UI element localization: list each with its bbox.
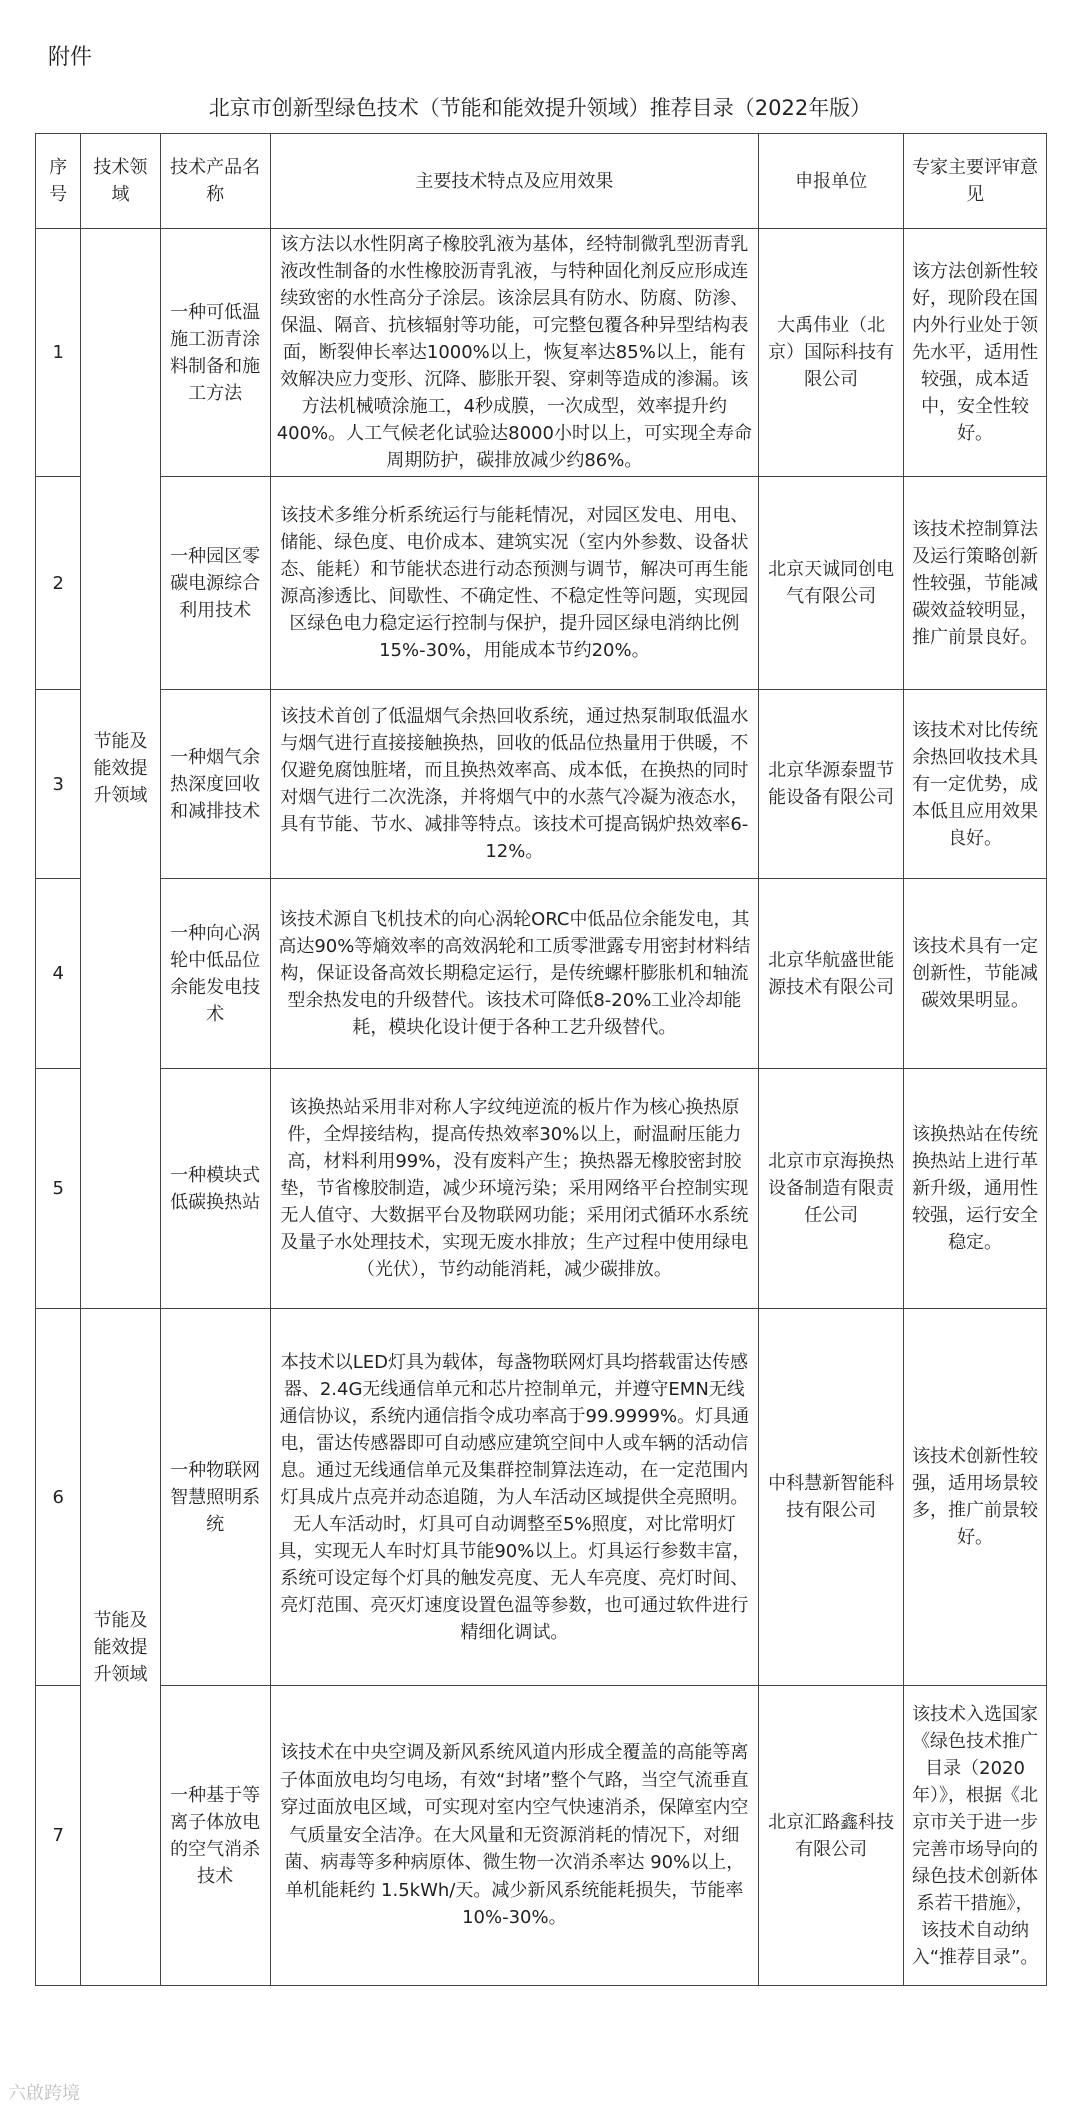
table-row (36, 229, 1047, 477)
product-name: 一种园区零碳电源综合利用技术 (160, 477, 270, 690)
row-number: 7 (36, 1686, 81, 1986)
expert-opinion: 该技术创新性较强，适用场景较多，推广前景较好。 (904, 1309, 1047, 1686)
expert-opinion: 该技术对比传统余热回收技术具有一定优势，成本低且应用效果良好。 (904, 690, 1047, 879)
tech-field-cell: 节能及能效提升领域 (81, 229, 160, 1309)
header-field: 技术领域 (81, 134, 160, 229)
table-row (36, 1309, 1047, 1686)
feature-text: 该换热站采用非对称人字纹纯逆流的板片作为核心换热原件，全焊接结构，提高传热效率30%以上，耐温耐压能力高，材料利用99%，没有废料产生；换热器无橡胶密封胶垫，节省橡胶制造，减少环境污染；采用网络平台控制实现无人值守、大数据平台及物联网功能；采用闭式循环水系统及量子水处理技术，实现无废水排放；生产过程中使用绿电（光伏），节约动能消耗，减少碳排放。 (270, 1069, 758, 1309)
table-row (36, 1686, 1047, 1986)
row-number: 1 (36, 229, 81, 477)
feature-text: 该方法以水性阴离子橡胶乳液为基体，经特制微乳型沥青乳液改性制备的水性橡胶沥青乳液，与特种固化剂反应形成连续致密的水性高分子涂层。该涂层具有防水、防腐、防渗、保温、隔音、抗核辐射等功能，可完整包覆各种异型结构表面，断裂伸长率达1000%以上，恢复率达85%以上，能有效解决应力变形、沉降、膨胀开裂、穿刺等造成的渗漏。该方法机械喷涂施工，4秒成膜，一次成型，效率提升约400%。人工气候老化试验达8000小时以上，可实现全寿命周期防护，碳排放减少约86%。 (270, 229, 758, 477)
applicant-name: 大禹伟业（北京）国际科技有限公司 (759, 229, 904, 477)
header-features: 主要技术特点及应用效果 (270, 134, 758, 229)
applicant-name: 北京天诚同创电气有限公司 (759, 477, 904, 690)
product-name: 一种模块式低碳换热站 (160, 1069, 270, 1309)
expert-opinion: 该技术入选国家《绿色技术推广目录（2020年）》，根据《北京市关于进一步完善市场导向的绿色技术创新体系若干措施》，该技术自动纳入“推荐目录”。 (904, 1686, 1047, 1986)
row-number: 6 (36, 1309, 81, 1686)
expert-opinion: 该技术具有一定创新性，节能减碳效果明显。 (904, 879, 1047, 1069)
page-title: 北京市创新型绿色技术（节能和能效提升领域）推荐目录（2022年版） (208, 96, 872, 120)
header-product: 技术产品名称 (160, 134, 270, 229)
header-applicant: 申报单位 (759, 134, 904, 229)
product-name: 一种烟气余热深度回收和减排技术 (160, 690, 270, 879)
watermark: 六啟跨境 (8, 2083, 80, 2104)
expert-opinion: 该换热站在传统换热站上进行革新升级，通用性较强，运行安全稳定。 (904, 1069, 1047, 1309)
header-no: 序号 (36, 134, 81, 229)
feature-text: 该技术在中央空调及新风系统风道内形成全覆盖的高能等离子体面放电均匀电场，有效“封堵”整个气路，当空气流垂直穿过面放电区域，可实现对室内空气快速消杀，保障室内空气质量安全洁净。在大风量和无资源消耗的情况下，对细菌、病毒等多种病原体、微生物一次消杀率达 90%以上，单机能耗约 1.5kWh/天。减少新风系统能耗损失，节能率10%-30%。 (270, 1686, 758, 1986)
table-row (36, 1069, 1047, 1309)
applicant-name: 北京华源泰盟节能设备有限公司 (759, 690, 904, 879)
expert-opinion: 该方法创新性较好，现阶段在国内外行业处于领先水平，适用性较强，成本适中，安全性较好。 (904, 229, 1047, 477)
applicant-name: 北京市京海换热设备制造有限责任公司 (759, 1069, 904, 1309)
product-name: 一种基于等离子体放电的空气消杀技术 (160, 1686, 270, 1986)
attachment-label: 附件 (48, 45, 93, 70)
feature-text: 本技术以LED灯具为载体，每盏物联网灯具均搭载雷达传感器、2.4G无线通信单元和芯片控制单元，并遵守EMN无线通信协议，系统内通信指令成功率高于99.9999%。灯具通电，雷达传感器即可自动感应建筑空间中人或车辆的活动信息。通过无线通信单元及集群控制算法连动，在一定范围内灯具成片点亮并动态追随，为人车活动区域提供全亮照明。无人车活动时，灯具可自动调整至5%照度，对比常明灯具，实现无人车时灯具节能90%以上。灯具运行参数丰富，系统可设定每个灯具的触发亮度、无人车亮度、亮灯时间、亮灯范围、亮灭灯速度设置色温等参数，也可通过软件进行精细化调试。 (270, 1309, 758, 1686)
applicant-name: 北京华航盛世能源技术有限公司 (759, 879, 904, 1069)
feature-text: 该技术源自飞机技术的向心涡轮ORC中低品位余能发电，其高达90%等熵效率的高效涡轮和工质零泄露专用密封材料结构，保证设备高效长期稳定运行，是传统螺杆膨胀机和轴流型余热发电的升级替代。该技术可降低8-20%工业冷却能耗，模块化设计便于各种工艺升级替代。 (270, 879, 758, 1069)
product-name: 一种向心涡轮中低品位余能发电技术 (160, 879, 270, 1069)
expert-opinion: 该技术控制算法及运行策略创新性较强，节能减碳效益较明显，推广前景良好。 (904, 477, 1047, 690)
applicant-name: 中科慧新智能科技有限公司 (759, 1309, 904, 1686)
feature-text: 该技术多维分析系统运行与能耗情况，对园区发电、用电、储能、绿色度、电价成本、建筑实况（室内外参数、设备状态、能耗）和节能状态进行动态预测与调节，解决可再生能源高渗透比、间歇性、不确定性、不稳定性等问题，实现园区绿色电力稳定运行控制与保护，提升园区绿电消纳比例15%-30%，用能成本节约20%。 (270, 477, 758, 690)
table-row (36, 690, 1047, 879)
table-row (36, 477, 1047, 690)
header-row (36, 134, 1047, 229)
applicant-name: 北京汇路鑫科技有限公司 (759, 1686, 904, 1986)
row-number: 2 (36, 477, 81, 690)
table-row (36, 879, 1047, 1069)
feature-text: 该技术首创了低温烟气余热回收系统，通过热泵制取低温水与烟气进行直接接触换热，回收的低品位热量用于供暖，不仅避免腐蚀脏堵，而且换热效率高、成本低，在换热的同时对烟气进行二次洗涤，并将烟气中的水蒸气冷凝为液态水，具有节能、节水、减排等特点。该技术可提高锅炉热效率6-12%。 (270, 690, 758, 879)
header-opinion: 专家主要评审意见 (904, 134, 1047, 229)
row-number: 4 (36, 879, 81, 1069)
product-name: 一种可低温施工沥青涂料制备和施工方法 (160, 229, 270, 477)
tech-field-cell: 节能及能效提升领域 (81, 1309, 160, 1986)
recommendation-table (35, 133, 1047, 1986)
product-name: 一种物联网智慧照明系统 (160, 1309, 270, 1686)
row-number: 3 (36, 690, 81, 879)
row-number: 5 (36, 1069, 81, 1309)
